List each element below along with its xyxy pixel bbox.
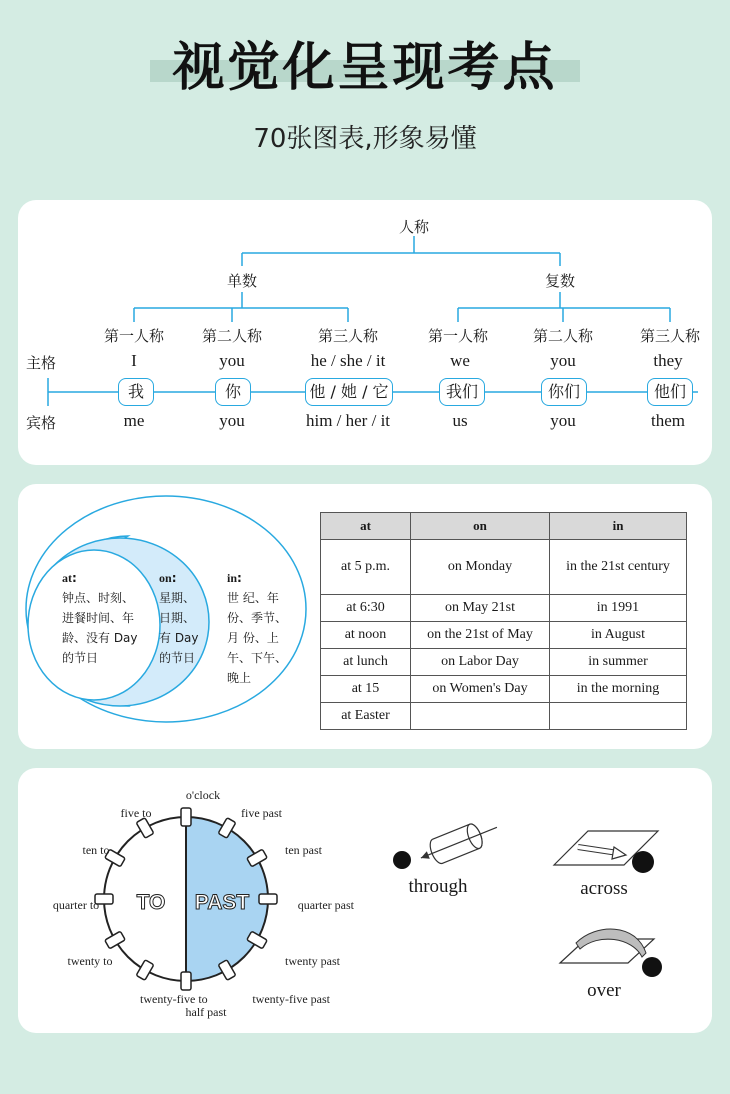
clock-tick [181, 808, 191, 826]
clock-label: quarter to [52, 898, 100, 912]
in-desc-line: 月 份、上 [227, 631, 279, 645]
table-cell [550, 703, 687, 730]
subject-pronoun: you [550, 351, 576, 370]
clock-label: five to [120, 806, 152, 820]
subject-pronoun: he / she / it [310, 351, 386, 370]
clock-label: twenty-five to [140, 992, 208, 1006]
object-pronoun: them [651, 411, 685, 430]
table-cell: at 5 p.m. [321, 540, 411, 595]
table-cell: on Women's Day [411, 676, 550, 703]
plural-label: 复数 [544, 272, 575, 290]
on-label: on [159, 571, 172, 585]
table-row [321, 540, 687, 595]
object-pronoun: you [219, 411, 245, 430]
person-label: 第三人称 [639, 327, 700, 345]
chinese-pronoun-box: 我 [118, 378, 154, 406]
table-header: at [321, 513, 411, 540]
chinese-pronoun-box: 我们 [439, 378, 485, 406]
table-cell: in 1991 [550, 595, 687, 622]
table-cell [411, 703, 550, 730]
clock-label: quarter past [297, 898, 354, 912]
object-row-label: 宾格 [26, 414, 57, 432]
subject-pronoun: we [450, 351, 470, 370]
table-header: in [550, 513, 687, 540]
table-cell: at 6:30 [321, 595, 411, 622]
past-label: PAST [194, 891, 250, 914]
table-header: on [411, 513, 550, 540]
subject-row-label: 主格 [26, 354, 57, 372]
at-label: at [62, 571, 72, 585]
time-motion-card [18, 768, 712, 1033]
in-label: in [227, 571, 238, 585]
across-label: across [580, 878, 628, 899]
clock-tick [259, 894, 277, 904]
clock-tick [181, 972, 191, 990]
table-cell: at 15 [321, 676, 411, 703]
table-cell: at noon [321, 622, 411, 649]
at-desc-line: 的节日 [62, 651, 99, 665]
person-label: 第二人称 [201, 327, 262, 345]
pronoun-card [18, 200, 712, 465]
subject-pronoun: you [219, 351, 245, 370]
table-row [321, 676, 687, 703]
in-desc-line: 晚上 [227, 671, 252, 685]
table-cell: in August [550, 622, 687, 649]
object-pronoun: me [123, 411, 145, 430]
table-row [321, 595, 687, 622]
on-desc-line: 的节日 [159, 651, 196, 665]
person-label: 第一人称 [103, 327, 164, 345]
clock-tick [136, 818, 154, 839]
clock-label: twenty to [67, 954, 113, 968]
object-pronoun: you [550, 411, 576, 430]
on-desc-line: 日期、 [159, 611, 196, 625]
over-label: over [587, 980, 621, 1001]
person-label: 第二人称 [532, 327, 593, 345]
table-cell: on the 21st of May [411, 622, 550, 649]
through-label: through [408, 876, 468, 897]
table-row [321, 649, 687, 676]
at-desc-line: 钟点、时刻、 [62, 591, 135, 605]
at-desc-line: 龄、没有 Day [62, 631, 138, 645]
person-label: 第一人称 [427, 327, 488, 345]
table-row [321, 622, 687, 649]
in-desc-line: 午、下午、 [227, 651, 288, 665]
table-cell: at Easter [321, 703, 411, 730]
table-cell: in summer [550, 649, 687, 676]
clock-label: ten past [285, 843, 322, 857]
subject-pronoun: they [653, 351, 683, 370]
object-pronoun: us [452, 411, 468, 430]
header [0, 28, 730, 108]
table-cell: at lunch [321, 649, 411, 676]
clock-label: five past [241, 806, 282, 820]
page-title: 视觉化呈现考点 [172, 38, 558, 98]
page-subtitle: 70张图表,形象易懂 [253, 124, 477, 154]
singular-label: 单数 [226, 272, 257, 290]
clock-label: twenty past [285, 954, 340, 968]
clock-label: twenty-five past [252, 992, 330, 1006]
on-desc-line: 有 Day [159, 631, 199, 645]
clock-tick [136, 960, 154, 981]
over-icon [556, 923, 666, 983]
clock-tick [105, 931, 126, 949]
chinese-pronoun-box: 他 / 她 / 它 [305, 378, 393, 406]
at-usage: at: 钟点、时刻、 进餐时间、年 龄、没有 Day 的节日 [62, 568, 138, 668]
clock-label: o'clock [185, 788, 221, 802]
table-cell: in the morning [550, 676, 687, 703]
table-cell: in the 21st century [550, 540, 687, 595]
on-desc-line: 星期、 [159, 591, 196, 605]
clock-diagram [18, 768, 368, 1033]
through-icon [388, 813, 508, 883]
table-row [321, 703, 687, 730]
chinese-pronoun-box: 他们 [647, 378, 693, 406]
subject-pronoun: I [131, 351, 137, 370]
at-desc-line: 进餐时间、年 [62, 611, 135, 625]
table-header-row [321, 513, 687, 540]
in-desc-line: 世 纪、年 [227, 591, 279, 605]
to-label: TO [136, 891, 166, 914]
preposition-card [18, 484, 712, 749]
chinese-pronoun-box: 你 [215, 378, 251, 406]
table-cell: on Monday [411, 540, 550, 595]
clock-label: ten to [82, 843, 110, 857]
on-usage: on: 星期、 日期、 有 Day 的节日 [159, 568, 199, 668]
table-cell: on Labor Day [411, 649, 550, 676]
across-icon [548, 823, 668, 883]
tree-root-label: 人称 [398, 218, 429, 236]
in-desc-line: 份、季节、 [227, 611, 288, 625]
table-cell: on May 21st [411, 595, 550, 622]
object-pronoun: him / her / it [305, 411, 391, 430]
clock-label: half past [185, 1005, 227, 1019]
preposition-table [320, 512, 687, 730]
person-label: 第三人称 [317, 327, 378, 345]
in-usage: in: 世 纪、年 份、季节、 月 份、上 午、下午、 晚上 [227, 568, 287, 688]
chinese-pronoun-box: 你们 [541, 378, 587, 406]
